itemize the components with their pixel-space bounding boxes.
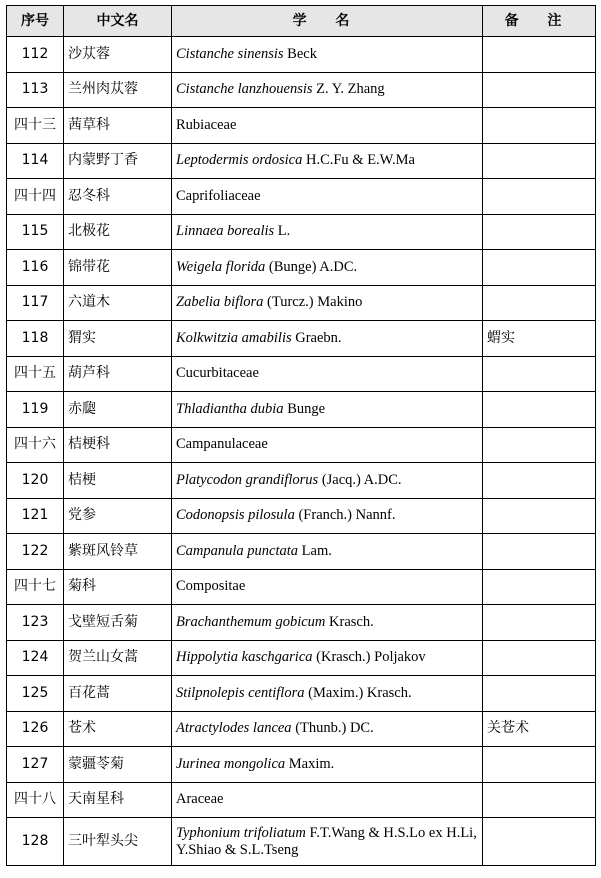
remark: [483, 179, 596, 215]
author-citation: Campanulaceae: [176, 436, 268, 453]
remark: [483, 569, 596, 605]
author-citation: Maxim.: [285, 755, 335, 772]
serial-number: 126: [7, 711, 64, 747]
scientific-name: [172, 818, 483, 866]
remark: [483, 534, 596, 570]
author-citation: (Franch.) Nannf.: [294, 507, 396, 524]
serial-number: 113: [7, 72, 64, 108]
chinese-name: 戈壁短舌菊: [64, 605, 172, 641]
species-binomial: Jurinea mongolica: [176, 755, 286, 772]
serial-number: 121: [7, 498, 64, 534]
serial-number: 123: [7, 605, 64, 641]
remark: [483, 214, 596, 250]
author-citation: Lam.: [298, 542, 332, 559]
serial-number: 120: [7, 463, 64, 499]
table-header-row: [7, 6, 596, 37]
header-chinese-name: 中文名: [64, 6, 172, 37]
author-citation: L.: [274, 223, 291, 240]
scientific-name: [172, 782, 483, 818]
table-row: [7, 747, 596, 783]
serial-number: 128: [7, 818, 64, 866]
author-citation: Araceae: [176, 791, 224, 808]
scientific-name: [172, 37, 483, 73]
scientific-name: [172, 250, 483, 286]
author-citation: Compositae: [176, 578, 246, 595]
chinese-name: 赤瓟: [64, 392, 172, 428]
species-binomial: Stilpnolepis centiflora: [176, 684, 305, 701]
remark: [483, 782, 596, 818]
chinese-name: 沙苁蓉: [64, 37, 172, 73]
remark: [483, 143, 596, 179]
serial-number: 115: [7, 214, 64, 250]
author-citation: Graebn.: [291, 329, 342, 346]
species-binomial: Campanula punctata: [176, 542, 299, 559]
chinese-name: 桔梗科: [64, 427, 172, 463]
scientific-name: [172, 676, 483, 712]
chinese-name: 苍术: [64, 711, 172, 747]
remark: [483, 37, 596, 73]
header-scientific-name: 学 名: [172, 6, 483, 37]
serial-number: 112: [7, 37, 64, 73]
table-row: [7, 676, 596, 712]
chinese-name: 桔梗: [64, 463, 172, 499]
scientific-name: [172, 640, 483, 676]
table-row: [7, 37, 596, 73]
table-row: [7, 534, 596, 570]
scientific-name: [172, 747, 483, 783]
species-binomial: Hippolytia kaschgarica: [176, 649, 313, 666]
chinese-name: 紫斑风铃草: [64, 534, 172, 570]
table-row: [7, 427, 596, 463]
scientific-name: [172, 392, 483, 428]
scientific-name: [172, 179, 483, 215]
species-binomial: Brachanthemum gobicum: [176, 613, 326, 630]
serial-number: 114: [7, 143, 64, 179]
table-row: [7, 498, 596, 534]
scientific-name: [172, 321, 483, 357]
table-row: [7, 711, 596, 747]
scientific-name: [172, 427, 483, 463]
table-row: [7, 463, 596, 499]
author-citation: Bunge: [283, 400, 326, 417]
chinese-name: 百花蒿: [64, 676, 172, 712]
scientific-name: [172, 214, 483, 250]
author-citation: (Krasch.) Poljakov: [312, 649, 426, 666]
author-citation: Rubiaceae: [176, 116, 237, 133]
scientific-name: [172, 498, 483, 534]
chinese-name: 忍冬科: [64, 179, 172, 215]
serial-number: 124: [7, 640, 64, 676]
chinese-name: 茜草科: [64, 108, 172, 144]
serial-number: 四十六: [7, 427, 64, 463]
remark: [483, 250, 596, 286]
serial-number: 四十七: [7, 569, 64, 605]
species-binomial: Zabelia biflora: [176, 294, 264, 311]
scientific-name: [172, 143, 483, 179]
scientific-name: [172, 356, 483, 392]
species-binomial: Kolkwitzia amabilis: [176, 329, 292, 346]
scientific-name: [172, 463, 483, 499]
table-row: [7, 108, 596, 144]
table-row: [7, 285, 596, 321]
remark: [483, 427, 596, 463]
remark: [483, 72, 596, 108]
remark: [483, 818, 596, 866]
chinese-name: 贺兰山女蒿: [64, 640, 172, 676]
remark: [483, 676, 596, 712]
author-citation: F.T.Wang & H.S.Lo ex H.Li, Y.Shiao & S.L.Tseng: [176, 824, 477, 858]
chinese-name: 内蒙野丁香: [64, 143, 172, 179]
species-binomial: Atractylodes lancea: [176, 720, 292, 737]
table-row: [7, 782, 596, 818]
author-citation: Cucurbitaceae: [176, 365, 259, 382]
serial-number: 119: [7, 392, 64, 428]
serial-number: 四十四: [7, 179, 64, 215]
serial-number: 118: [7, 321, 64, 357]
species-binomial: Cistanche sinensis: [176, 45, 284, 62]
chinese-name: 猬实: [64, 321, 172, 357]
table-row: [7, 321, 596, 357]
remark: [483, 605, 596, 641]
table-row: [7, 605, 596, 641]
table-row: [7, 179, 596, 215]
author-citation: (Bunge) A.DC.: [265, 258, 358, 275]
serial-number: 122: [7, 534, 64, 570]
serial-number: 117: [7, 285, 64, 321]
author-citation: (Thunb.) DC.: [291, 720, 374, 737]
author-citation: H.C.Fu & E.W.Ma: [302, 152, 415, 169]
author-citation: Z. Y. Zhang: [312, 81, 385, 98]
header-no: 序号: [7, 6, 64, 37]
author-citation: (Maxim.) Krasch.: [304, 684, 412, 701]
species-binomial: Weigela florida: [176, 258, 266, 275]
author-citation: (Turcz.) Makino: [263, 294, 363, 311]
table-row: [7, 818, 596, 866]
remark: 关苍术: [483, 711, 596, 747]
species-binomial: Linnaea borealis: [176, 223, 275, 240]
species-binomial: Cistanche lanzhouensis: [176, 81, 313, 98]
remark: [483, 356, 596, 392]
remark: [483, 463, 596, 499]
serial-number: 116: [7, 250, 64, 286]
chinese-name: 蒙疆苓菊: [64, 747, 172, 783]
table-row: [7, 250, 596, 286]
serial-number: 四十五: [7, 356, 64, 392]
chinese-name: 六道木: [64, 285, 172, 321]
chinese-name: 葫芦科: [64, 356, 172, 392]
scientific-name: [172, 534, 483, 570]
scientific-name: [172, 285, 483, 321]
species-binomial: Leptodermis ordosica: [176, 152, 303, 169]
remark: [483, 747, 596, 783]
table-row: [7, 569, 596, 605]
serial-number: 127: [7, 747, 64, 783]
serial-number: 四十八: [7, 782, 64, 818]
scientific-name: [172, 605, 483, 641]
scientific-name: [172, 72, 483, 108]
scientific-name: [172, 711, 483, 747]
chinese-name: 菊科: [64, 569, 172, 605]
species-binomial: Typhonium trifoliatum: [176, 824, 306, 841]
author-citation: (Jacq.) A.DC.: [318, 471, 402, 488]
chinese-name: 锦带花: [64, 250, 172, 286]
serial-number: 四十三: [7, 108, 64, 144]
remark: [483, 498, 596, 534]
table-row: [7, 640, 596, 676]
species-binomial: Platycodon grandiflorus: [176, 471, 319, 488]
chinese-name: 兰州肉苁蓉: [64, 72, 172, 108]
table-row: [7, 392, 596, 428]
author-citation: Krasch.: [325, 613, 374, 630]
species-binomial: Thladiantha dubia: [176, 400, 284, 417]
remark: [483, 285, 596, 321]
remark: [483, 392, 596, 428]
scientific-name: [172, 569, 483, 605]
scientific-name: [172, 108, 483, 144]
table-row: [7, 214, 596, 250]
author-citation: Caprifoliaceae: [176, 187, 261, 204]
header-note: 备 注: [483, 6, 596, 37]
chinese-name: 北极花: [64, 214, 172, 250]
serial-number: 125: [7, 676, 64, 712]
chinese-name: 党参: [64, 498, 172, 534]
chinese-name: 天南星科: [64, 782, 172, 818]
remark: [483, 640, 596, 676]
species-table: [6, 5, 596, 866]
table-row: [7, 72, 596, 108]
remark: 蝟实: [483, 321, 596, 357]
table-row: [7, 356, 596, 392]
species-binomial: Codonopsis pilosula: [176, 507, 295, 524]
remark: [483, 108, 596, 144]
chinese-name: 三叶犁头尖: [64, 818, 172, 866]
table-row: [7, 143, 596, 179]
author-citation: Beck: [283, 45, 317, 62]
